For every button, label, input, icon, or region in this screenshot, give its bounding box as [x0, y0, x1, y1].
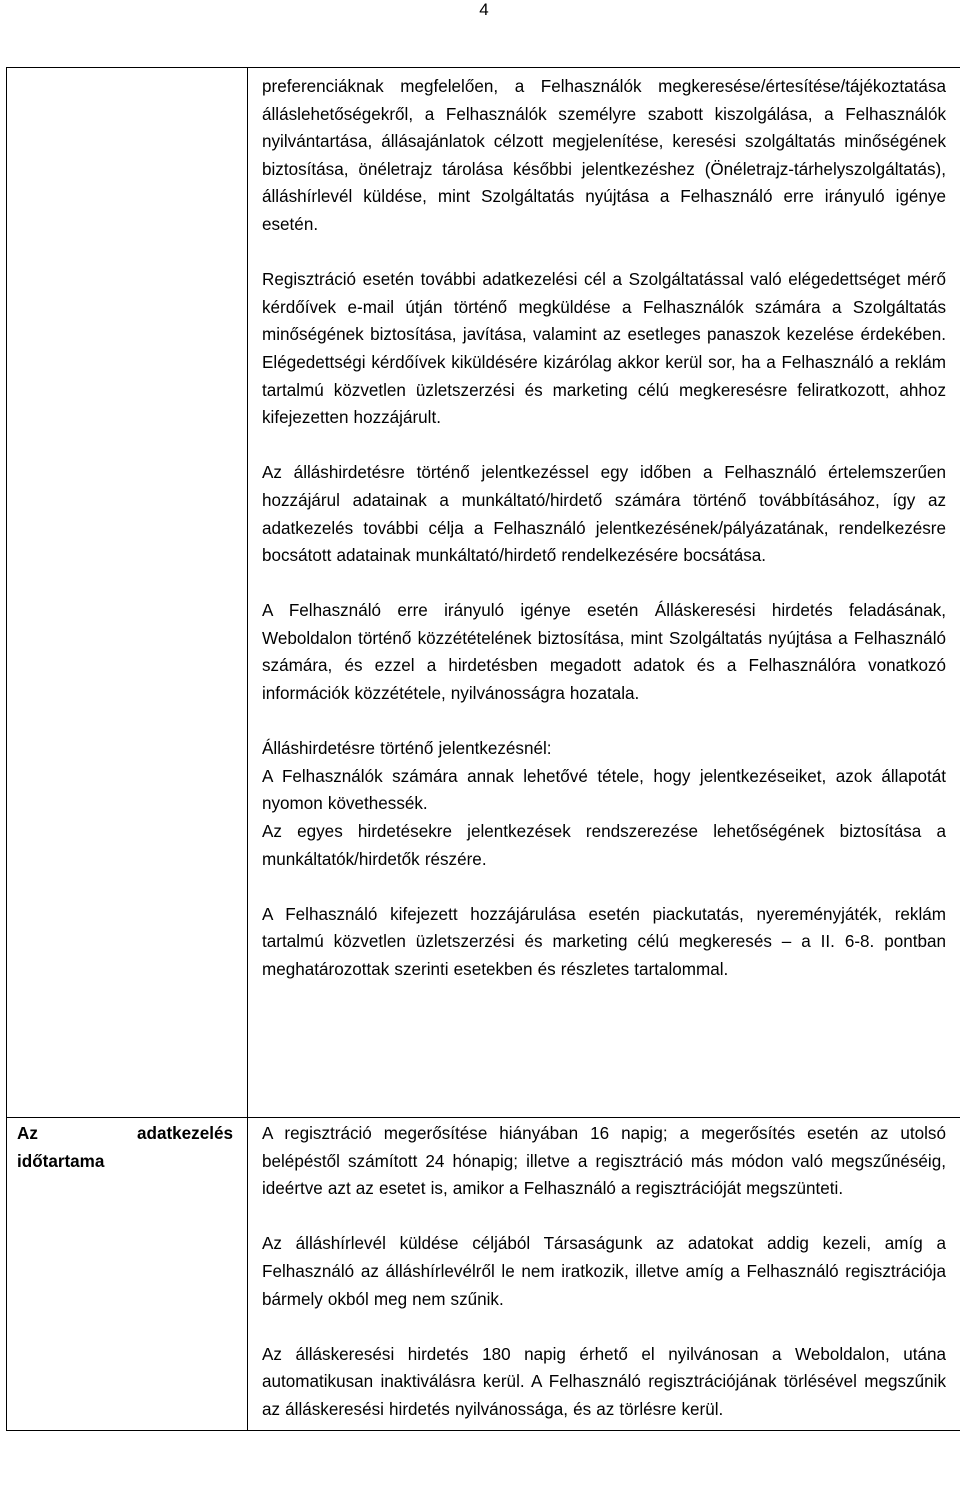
duration-label [17, 1120, 233, 1175]
duration-content-cell [248, 1118, 960, 1431]
duration-paragraph-2: Az álláshírlevél küldése céljából Társaságunk az adatokat addig kezeli, amíg a Felhasználó az álláshírlevélről le nem iratkozik, illetve amíg a Felhasználó regisztrációja bármely okból meg nem szűnik. [262, 1234, 946, 1309]
purpose-content-cell [248, 68, 960, 1118]
application-block [262, 735, 946, 873]
purpose-row [7, 68, 960, 1118]
purpose-paragraph-4: A Felhasználó erre irányuló igénye esetén Álláskeresési hirdetés feladásának, Weboldalon történő közzétételének biztosítása, mint Szolgáltatás nyújtása a Felhasználó számára, és ezzel a hirdetésben megadott adatok és a Felhasználóra vonatkozó információk közzététele, nyilvánosságra hozatala. [262, 601, 946, 704]
duration-row [7, 1118, 960, 1431]
duration-label-word-3: időtartama [17, 1151, 105, 1171]
application-heading: Álláshirdetésre történő jelentkezésnél: [262, 739, 552, 759]
duration-label-word-2: adatkezelés [137, 1124, 233, 1143]
purpose-final-paragraph: A Felhasználó kifejezett hozzájárulása esetén piackutatás, nyereményjáték, reklám tartalmú közvetlen üzletszerzési és marketing célú megkeresés – a II. 6-8. pontban meghatározottak szerinti esetekben és részletes tartalommal. [262, 904, 946, 979]
purpose-label-cell [7, 68, 248, 1118]
application-line-2: Az egyes hirdetésekre jelentkezések rendszerezése lehetőségének biztosítása a munkáltatók/hirdetők részére. [262, 822, 946, 869]
duration-label-word-1: Az [17, 1124, 38, 1143]
purpose-paragraph-2: Regisztráció esetén további adatkezelési cél a Szolgáltatással való elégedettséget mérő kérdőívek e-mail útján történő megküldése a Felhasználók számára a Szolgáltatás minőségének biztosítása, javítása, valamint az esetleges panaszok kezelése érdekében. Elégedettségi kérdőívek kiküldésére kizárólag akkor kerül sor, ha a Felhasználó a reklám tartalmú közvetlen üzletszerzési és marketing célú megkeresésre feliratkozott, ahhoz kifejezetten hozzájárult. [262, 270, 946, 428]
purpose-paragraph-1: preferenciáknak megfelelően, a Felhasználók megkeresése/értesítése/tájékoztatása álláslehetőségekről, a Felhasználók személyre szabott kiszolgálása, a Felhasználók nyilvántartása, állásajánlatok célzott megjelenítése, keresési szolgáltatás minőségének biztosítása, önéletrajz tárolása későbbi jelentkezéshez (Önéletrajz-tárhelyszolgáltatás), álláshírlevél küldése, mint Szolgáltatás nyújtása a Felhasználó erre irányuló igénye esetén. [262, 77, 946, 234]
data-processing-table [6, 67, 960, 1431]
page-number: 4 [479, 0, 489, 19]
duration-label-cell [7, 1118, 248, 1431]
duration-paragraph-1: A regisztráció megerősítése hiányában 16 napig; a megerősítés esetén az utolsó belépéstől számított 24 hónapig; illetve a regisztráció más módon való megszűnéséig, ideértve azt az esetet is, amikor a Felhasználó a regisztrációját megszünteti. [262, 1124, 946, 1199]
purpose-paragraph-3: Az álláshirdetésre történő jelentkezéssel egy időben a Felhasználó értelemszerűen hozzájárul adatainak a munkáltató/hirdető számára történő továbbításához, így az adatkezelés további célja a Felhasználó jelentkezésének/pályázatának, rendelkezésre bocsátott adatainak munkáltató/hirdető rendelkezésére bocsátása. [262, 463, 946, 566]
duration-paragraph-3: Az álláskeresési hirdetés 180 napig érhető el nyilvánosan a Weboldalon, utána automatikusan inaktiválásra kerül. A Felhasználó regisztrációjának törlésével megszűnik az álláskeresési hirdetés nyilvánossága, és az törlésre kerül. [262, 1344, 946, 1419]
application-line-1: A Felhasználók számára annak lehetővé tétele, hogy jelentkezéseiket, azok állapotát nyomon követhessék. [262, 766, 946, 814]
